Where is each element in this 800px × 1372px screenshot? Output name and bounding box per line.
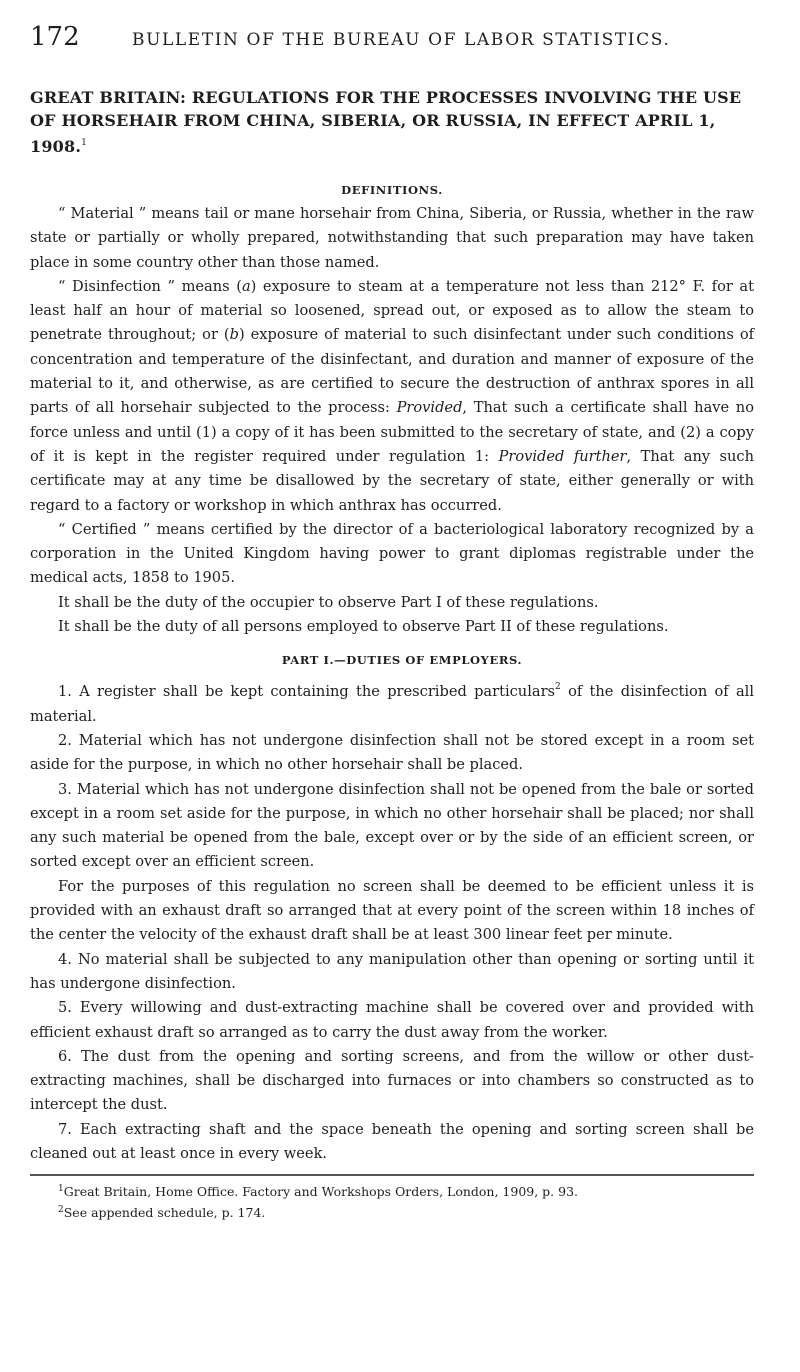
regulation-2: 2. Material which has not undergone disinfection shall not be stored except in a room set aside for the purpose, in which no other horsehair shall be placed. bbox=[30, 731, 754, 774]
duty-persons: It shall be the duty of all persons employed to observe Part II of these regulations. bbox=[58, 618, 669, 636]
definitions-heading: DEFINITIONS. bbox=[341, 183, 443, 197]
disinfection-item-a: a bbox=[241, 277, 251, 295]
disinfection-provided: Provided bbox=[396, 399, 463, 417]
running-header bbox=[30, 22, 754, 58]
duty-occupier: It shall be the duty of the occupier to observe Part I of these regulations. bbox=[58, 593, 599, 611]
regulation-3-note: For the purposes of this regulation no screen shall be deemed to be efficient unless it is provided with an exhaust draft so arranged that at every point of the screen within 18 inches of the center the velocity of the exhaust draft shall be at least 300 linear feet per minute. bbox=[30, 877, 754, 944]
regulation-3: 3. Material which has not undergone disinfection shall not be opened from the bale or sorted except in a room set aside for the purpose, in which no other horsehair shall be placed; nor shall any such material be opened from the bale, except over or by the side of an efficient screen, or sorted except over an efficient screen. bbox=[30, 780, 754, 871]
regulation-7: 7. Each extracting shaft and the space beneath the opening and sorting screen shall be cleaned out at least once in every week. bbox=[30, 1120, 754, 1162]
document-title-text: GREAT BRITAIN: REGULATIONS FOR THE PROCESSES INVOLVING THE USE OF HORSEHAIR FROM CHINA, SIBERIA, OR RUSSIA, IN EFFECT APRIL 1, 1908. bbox=[30, 88, 742, 156]
regulation-4: 4. No material shall be subjected to any manipulation other than opening or sorting until it has undergone disinfection. bbox=[30, 950, 754, 992]
disinfection-text-4: , That such a certificate shall have no force unless and until (1) a copy of it has been submitted to the secretary of state, and (2) a copy of it is kept in the register required under regulation 1: bbox=[30, 399, 754, 465]
footnote-1-ref: 1 bbox=[58, 1184, 64, 1195]
definition-certified: “ Certified ” means certified by the director of a bacteriological laboratory recognized by a corporation in the United Kingdom having power to grant diplomas registrable under the medical acts, 1858 to 1905. bbox=[30, 520, 754, 587]
footnote-1-text: Great Britain, Home Office. Factory and Workshops Orders, London, 1909, p. 93. bbox=[63, 1184, 579, 1200]
disinfection-text-2: ) exposure to steam at a temperature not less than 212° F. for at least half an hour of material so loosened, spread out, or exposed as to allow the steam to penetrate throughout; or ( bbox=[30, 277, 754, 344]
definition-material: “ Material ” means tail or mane horsehair from China, Siberia, or Russia, whether in the raw state or partially or wholly prepared, notwithstanding that such preparation may have taken place in some country other than those named. bbox=[30, 205, 754, 271]
page-number: 172 bbox=[30, 22, 80, 52]
footnote-2-ref: 2 bbox=[58, 1205, 64, 1216]
definition-disinfection bbox=[30, 275, 754, 518]
disinfection-provided-further: Provided further bbox=[498, 447, 627, 465]
footnote-1 bbox=[30, 1180, 754, 1201]
regulation-5: 5. Every willowing and dust-extracting machine shall be covered over and provided with efficient exhaust draft so arranged as to carry the dust away from the worker. bbox=[30, 999, 754, 1041]
regulation-1-footnote-ref: 2 bbox=[555, 682, 561, 693]
regulation-6: 6. The dust from the opening and sorting screens, and from the willow or other dust-extracting machines, shall be discharged into furnaces or into chambers so constructed as to intercept the dust. bbox=[30, 1047, 754, 1114]
disinfection-text-1: “ Disinfection ” means ( bbox=[58, 277, 242, 295]
disinfection-text-5: , That any such certificate may at any time be disallowed by the secretary of state, either generally or with regard to a factory or workshop in which anthrax has occurred. bbox=[30, 447, 755, 514]
regulation-1 bbox=[30, 675, 754, 729]
regulation-1-text-end: of the disinfection of all material. bbox=[30, 683, 755, 725]
title-footnote-ref: 1 bbox=[81, 138, 88, 148]
document-title bbox=[30, 86, 754, 158]
disinfection-item-b: b bbox=[229, 326, 239, 344]
footnote-2-text: See appended schedule, p. 174. bbox=[63, 1205, 266, 1221]
running-title: BULLETIN OF THE BUREAU OF LABOR STATISTICS. bbox=[132, 30, 671, 50]
disinfection-text-3: ) exposure of material to such disinfectant under such conditions of concentration and temperature of the disinfectant, and duration and manner of exposure of the material to it, and otherwise, as are certified to secure the destruction of anthrax spores in all parts of all horsehair subjected to the process: bbox=[30, 326, 755, 417]
regulation-1-text: 1. A register shall be kept containing the prescribed particulars bbox=[58, 683, 556, 701]
footnote-divider bbox=[30, 1174, 754, 1176]
footnote-2 bbox=[30, 1201, 754, 1222]
part1-heading: PART I.—DUTIES OF EMPLOYERS. bbox=[281, 653, 523, 668]
